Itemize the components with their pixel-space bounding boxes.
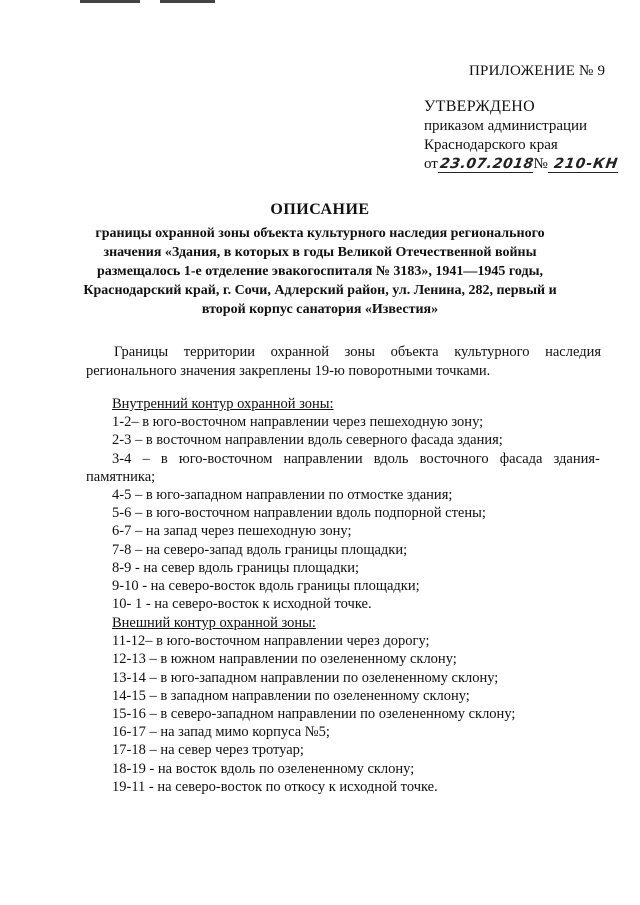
approval-line-1: приказом администрации [424, 118, 588, 134]
list-item: 2-3 – в восточном направлении вдоль северного фасада здания; [112, 432, 503, 449]
intro-paragraph [86, 343, 601, 381]
subtitle-line: размещалось 1-е отделение эвакогоспиталя № 3183», 1941—1945 годы, [96, 264, 544, 279]
word: территории [183, 344, 255, 360]
subtitle-line: значения «Здания, в которых в годы Великой Отечественной войны [103, 245, 537, 260]
date-prefix: от [424, 156, 438, 172]
word: фасада [499, 450, 543, 467]
word: – [142, 450, 150, 467]
list-item: 10- 1 - на северо-восток к исходной точке. [112, 596, 372, 613]
inner-contour-title: Внутренний контур охранной зоны: [112, 396, 334, 412]
word: культурного [454, 344, 530, 360]
list-item [112, 450, 600, 468]
outer-contour-section [112, 614, 602, 796]
word: 3-4 [112, 450, 132, 467]
list-item: 6-7 – на запад через пешеходную зону; [112, 523, 352, 540]
number-prefix: № [533, 156, 548, 172]
word: в [160, 450, 168, 467]
approval-block [424, 97, 618, 174]
list-item-continuation: памятника; [86, 468, 156, 485]
word: наследия [545, 344, 601, 360]
list-item: 4-5 – в юго-западном направлении по отмостке здания; [112, 487, 453, 504]
word: восточного [419, 450, 489, 467]
inner-contour-section [86, 395, 602, 613]
handwritten-date: 23.07.2018 [438, 156, 535, 172]
outer-contour-title: Внешний контур охранной зоны: [112, 615, 316, 631]
list-item: 15-16 – в северо-западном направлении по озелененному склону; [112, 706, 516, 723]
subtitle-line: Краснодарский край, г. Сочи, Адлерский район, ул. Ленина, 282, первый и [83, 283, 557, 298]
list-item: 5-6 – в юго-восточном направлении вдоль подпорной стены; [112, 505, 486, 522]
word: юго-восточном [178, 450, 273, 467]
list-item: 12-13 – в южном направлении по озелененному склону; [112, 651, 457, 668]
list-item: 18-19 - на восток вдоль по озелененному склону; [112, 760, 415, 777]
word: зоны [344, 344, 375, 360]
list-item: 13-14 – в юго-западном направлении по озелененному склону; [112, 669, 499, 686]
word: вдоль [373, 450, 409, 467]
list-item: 8-9 - на север вдоль границы площадки; [112, 559, 360, 576]
document-heading [60, 201, 580, 319]
intro-line-1 [86, 343, 601, 362]
list-item: 14-15 – в западном направлении по озелененному склону; [112, 687, 470, 704]
word: охранной [270, 344, 329, 360]
appendix-label: ПРИЛОЖЕНИЕ № 9 [469, 63, 606, 79]
list-item: 7-8 – на северо-запад вдоль границы площадки; [112, 541, 408, 558]
list-item: 1-2– в юго-восточном направлении через пешеходную зону; [112, 414, 484, 431]
subtitle-line: второй корпус санатория «Известия» [201, 302, 439, 317]
word: здания- [553, 450, 600, 467]
subtitle-line: границы охранной зоны объекта культурного наследия регионального [95, 226, 545, 241]
word: объекта [390, 344, 439, 360]
document-subtitle [60, 224, 580, 319]
list-item: 9-10 - на северо-восток вдоль границы площадки; [112, 578, 420, 595]
list-item: 11-12– в юго-восточном направлении через дорогу; [112, 633, 430, 650]
list-item: 19-11 - на северо-восток по откосу к исходной точке. [112, 778, 438, 795]
approval-date-line [424, 155, 618, 174]
intro-line-2: регионального значения закреплены 19-ю поворотными точками. [86, 363, 491, 379]
document-title: ОПИСАНИЕ [270, 201, 370, 218]
word: направлении [283, 450, 363, 467]
list-item: 16-17 – на запад мимо корпуса №5; [112, 724, 330, 741]
word: Границы [114, 344, 169, 360]
approval-title: УТВЕРЖДЕНО [424, 98, 536, 115]
handwritten-number: 210-КН [552, 156, 620, 172]
approval-line-2: Краснодарского края [424, 137, 558, 153]
list-item: 17-18 – на север через тротуар; [112, 742, 304, 759]
scan-artifact [80, 0, 220, 4]
